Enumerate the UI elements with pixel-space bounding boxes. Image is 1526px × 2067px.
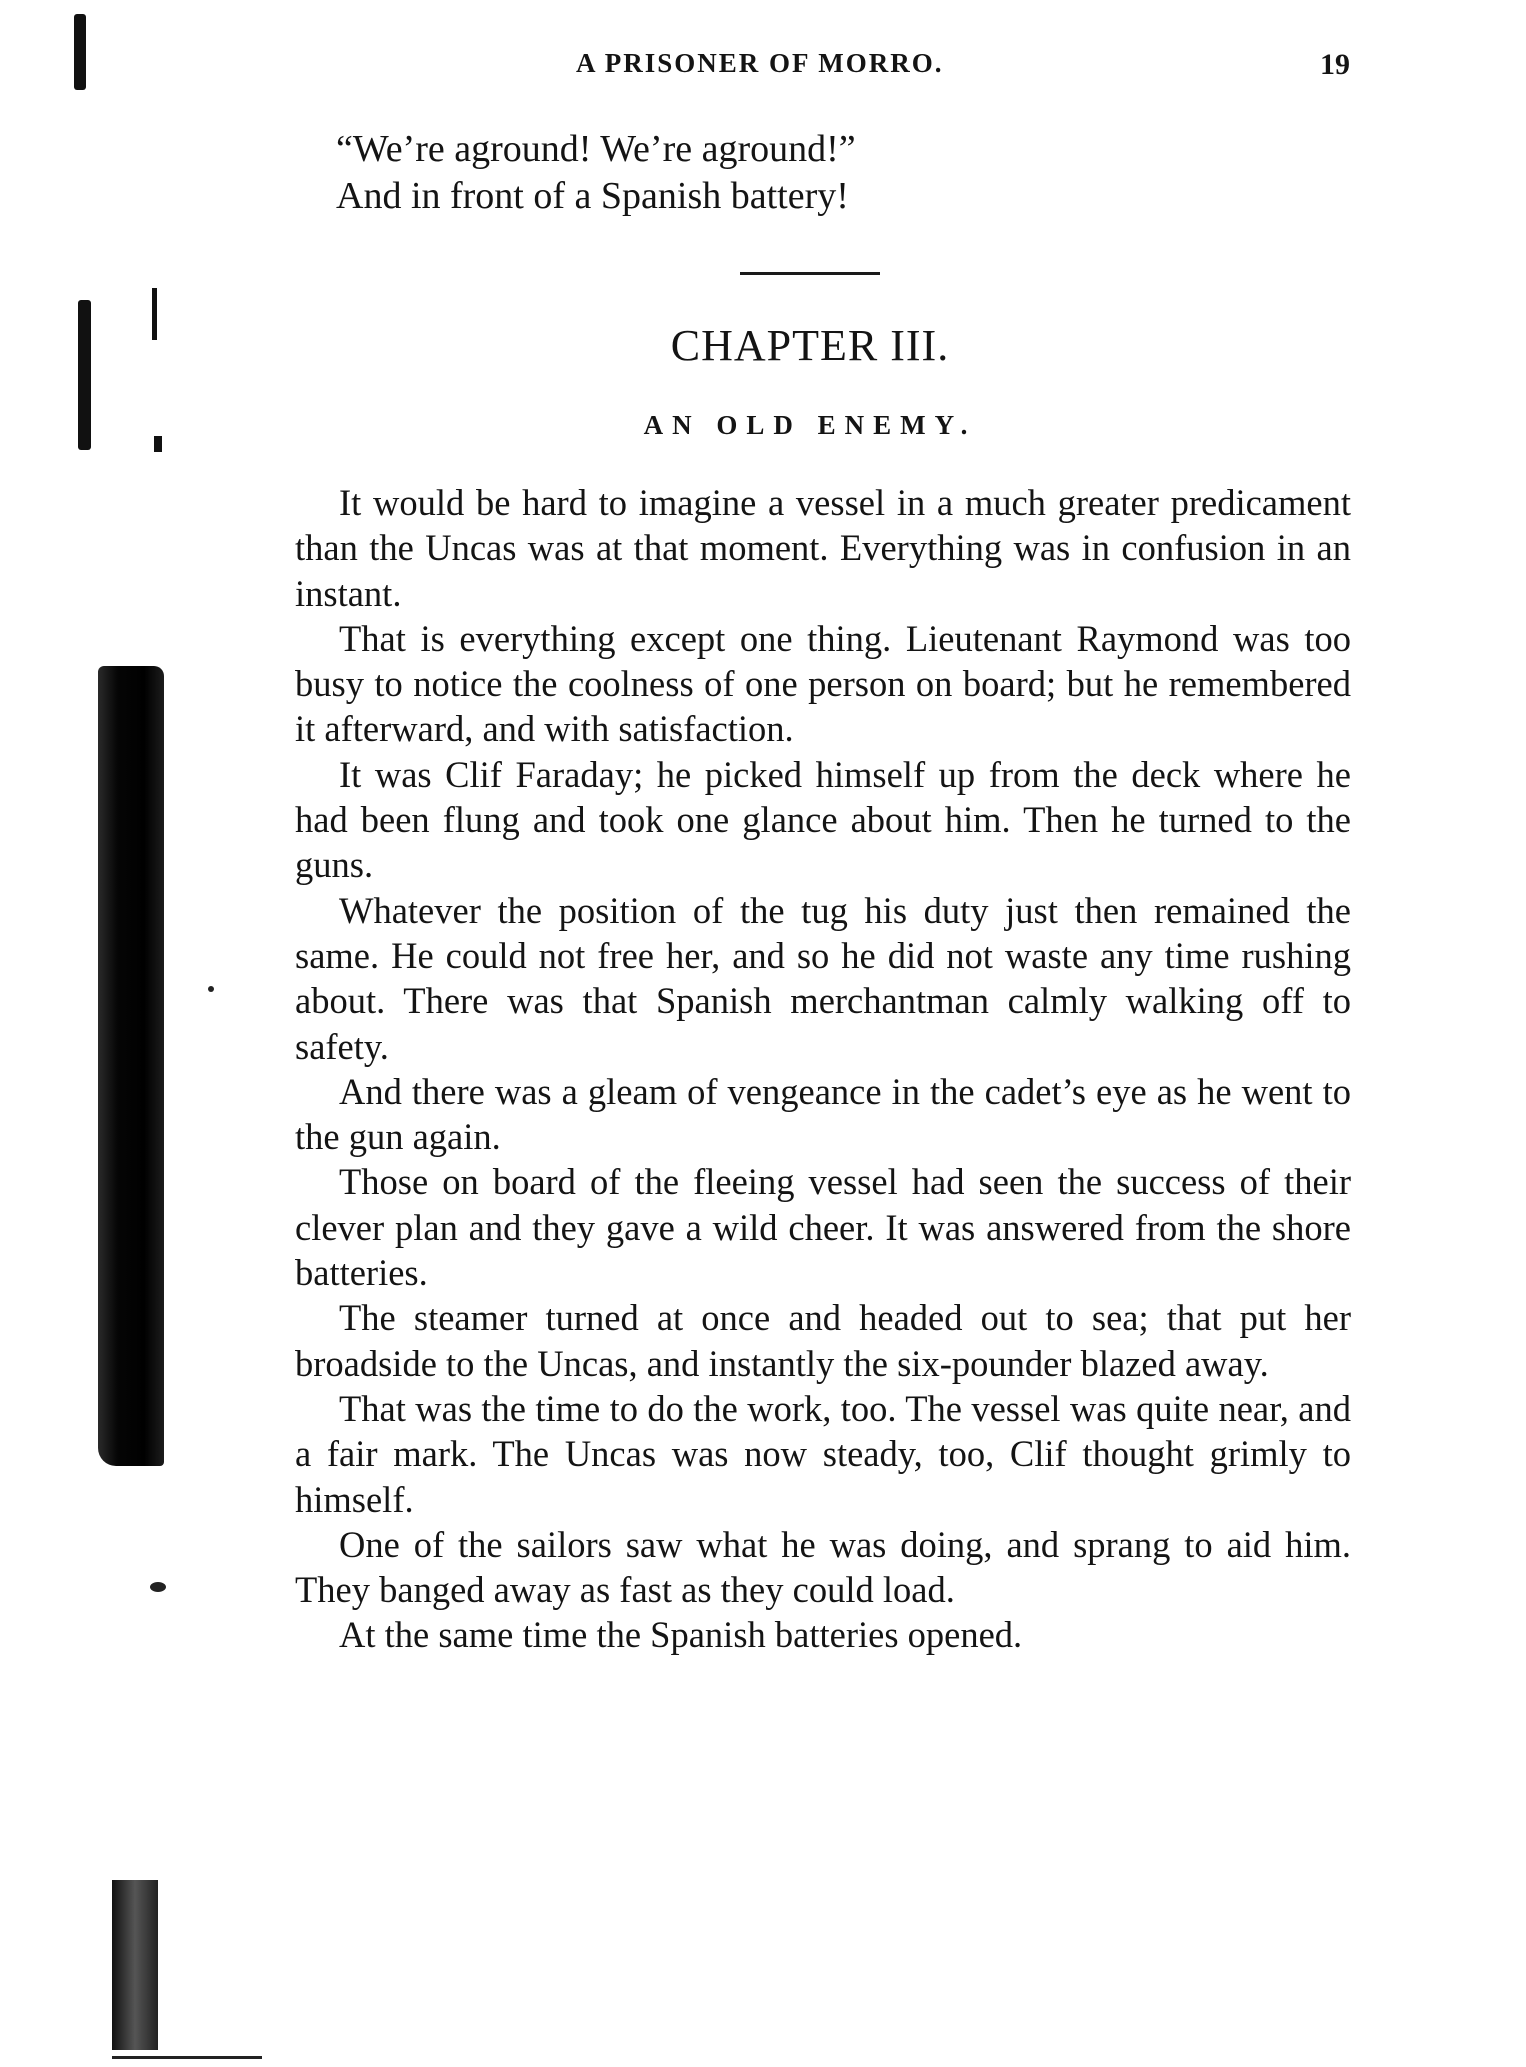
paragraph: That was the time to do the work, too. The vessel was quite near, and a fair mark. The Uncas was now steady, too, Clif thought grimly to himself.	[295, 1387, 1351, 1520]
running-title: A PRISONER OF MORRO.	[576, 48, 944, 78]
chapter-body	[295, 480, 1351, 1658]
chapter-title: CHAPTER III.	[670, 321, 950, 370]
chapter-subtitle: AN OLD ENEMY.	[643, 410, 977, 440]
paragraph: It was Clif Faraday; he picked himself up from the deck where he had been flung and took one glance about him. Then he turned to the guns.	[295, 753, 1351, 886]
paragraph: Whatever the position of the tug his duty just then remained the same. He could not free her, and so he did not waste any time rushing about. There was that Spanish merchantman calmly walking off to safety.	[295, 889, 1351, 1067]
scan-artifact	[154, 436, 162, 452]
binding-shadow	[98, 666, 164, 1466]
paragraph: One of the sailors saw what he was doing, and sprang to aid him. They banged away as fast as they could load.	[295, 1523, 1351, 1611]
binding-shadow	[112, 1880, 158, 2050]
verse-block	[336, 126, 856, 220]
paragraph: And there was a gleam of vengeance in the cadet’s eye as he went to the gun again.	[295, 1070, 1351, 1158]
scan-artifact	[74, 14, 86, 90]
scan-artifact	[152, 288, 157, 340]
paragraph: Those on board of the fleeing vessel had seen the success of their clever plan and they gave a wild cheer. It was answered from the shore batteries.	[295, 1161, 1351, 1294]
scan-artifact	[150, 1582, 166, 1592]
paragraph: That is everything except one thing. Lieutenant Raymond was too busy to notice the coolness of one person on board; but he remembered it afterward, and with satisfaction.	[295, 617, 1351, 750]
paragraph: It would be hard to imagine a vessel in a much greater predicament than the Uncas was at that moment. Everything was in confusion in an instant.	[295, 482, 1351, 614]
page-number: 19	[1320, 48, 1350, 81]
paragraph: At the same time the Spanish batteries opened.	[339, 1614, 1023, 1656]
verse-line: And in front of a Spanish battery!	[336, 175, 849, 217]
running-header	[300, 48, 1350, 88]
scan-artifact	[112, 2056, 262, 2059]
section-divider	[740, 272, 880, 275]
scan-artifact	[208, 986, 214, 992]
scan-artifact	[78, 300, 91, 450]
paragraph: The steamer turned at once and headed out to sea; that put her broadside to the Uncas, and instantly the six-pounder blazed away.	[295, 1297, 1351, 1384]
verse-line: “We’re aground! We’re aground!”	[336, 128, 856, 170]
